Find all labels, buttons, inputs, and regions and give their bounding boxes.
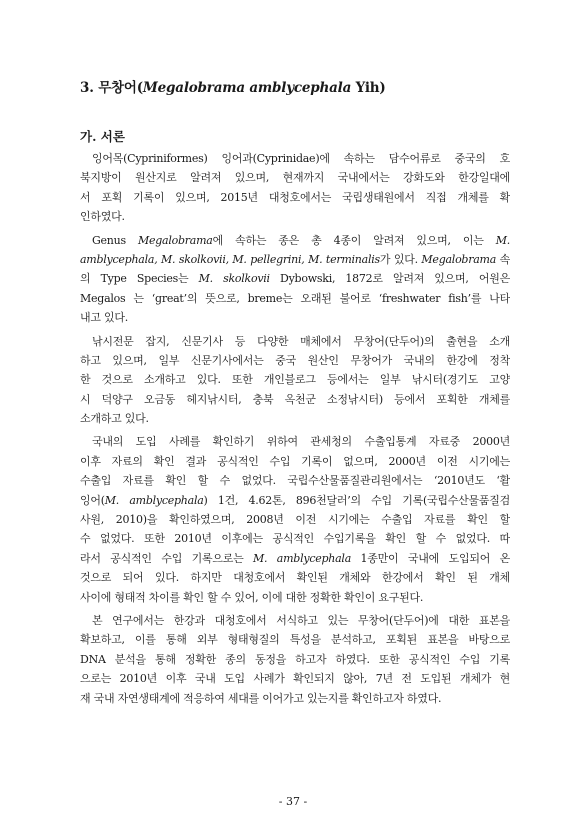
text-line: [80, 630, 510, 649]
text-run: 소개하고 있다.: [80, 412, 149, 426]
italic-text: M. amblycephala: [104, 493, 204, 507]
text-run: 낚시전문 잡지, 신문기사 등 다양한 매체에서 무창어(단두어)의 출현을 소개: [92, 334, 510, 348]
body-text: [80, 149, 510, 712]
text-run: 에 속하는 종은 총 4종이 알려져 있으며, 이는: [212, 233, 496, 247]
text-line: [80, 471, 510, 490]
species-scientific-name: Megalobrama amblycephala: [142, 80, 352, 96]
text-line: [80, 390, 510, 409]
text-line: [80, 370, 510, 389]
text-run: 사원, 2010)을 확인하였으며, 2008년 이전 시기에는 수출입 자료를 확인 할: [80, 513, 510, 527]
text-line: [80, 168, 510, 187]
text-run: ) 1건, 4.62톤, 896천달러’의 수입 기록(국립수산물품질검: [203, 493, 510, 507]
text-run: 국내의 도입 사례를 확인하기 위하여 관세청의 수출입통계 자료중 2000년: [92, 435, 510, 449]
text-line: [80, 669, 510, 688]
paragraph: [80, 432, 510, 607]
text-line: [80, 207, 510, 226]
text-run: 시 덕양구 오금동 헤지낚시터, 충북 옥천군 소정낚시터) 등에서 포획한 개체를: [80, 392, 510, 406]
text-line: [80, 588, 510, 607]
text-line: [80, 250, 510, 269]
text-run: 서 포획 기록이 있으며, 2015년 대청호에서는 국립생태원에서 직접 개체를 확: [80, 190, 510, 204]
text-run: Dybowski, 1872로 알려져 있으며, 어원은: [269, 272, 510, 286]
text-run: DNA 분석을 통해 정확한 종의 동정을 하고자 하였다. 또한 공식적인 수입 기록: [80, 652, 510, 666]
text-line: [80, 568, 510, 587]
italic-text: M. amblycephala: [253, 551, 351, 565]
text-run: 가 있다.: [379, 252, 422, 266]
paragraph: [80, 611, 510, 708]
page-number: - 37 -: [278, 795, 308, 808]
text-line: [80, 510, 510, 529]
text-line: [80, 611, 510, 630]
italic-text: Megalobrama: [137, 233, 213, 247]
paragraph: [80, 231, 510, 328]
text-run: 사이에 형태적 차이를 확인 할 수 있어, 이에 대한 정확한 확인이 요구된다.: [80, 590, 424, 604]
text-run: 수출입 자료를 확인 할 수 없었다. 국립수산물품질관리원에서는 ‘2010년도 ‘활: [80, 474, 510, 488]
text-line: [80, 308, 510, 327]
text-run: Megalos 는 ‘great’의 뜻으로, breme는 오래된 불어로 ‘freshwater fish’를 나타: [80, 291, 510, 305]
text-run: 으로는 2010년 이후 국내 도입 사례가 확인되지 않아, 7년 전 도입된 개체가 현: [80, 672, 510, 686]
paragraph: [80, 149, 510, 227]
text-line: [80, 529, 510, 548]
text-run: 라서 공식적인 수입 기록으로는: [80, 551, 254, 565]
paragraph: [80, 332, 510, 429]
text-line: [80, 269, 510, 288]
text-line: [80, 149, 510, 168]
text-run: 의 Type Species는: [80, 272, 199, 286]
text-run: 하고 있으며, 일부 신문기사에서는 중국 원산인 무창어가 국내의 한강에 정착: [80, 353, 510, 367]
text-run: 잉어목(Cypriniformes) 잉어과(Cyprinidae)에 속하는 담수어류로 중국의 호: [92, 152, 510, 165]
text-run: 확보하고, 이를 통해 외부 형태형질의 특성을 분석하고, 포획된 표본을 바탕으로: [80, 633, 510, 647]
text-line: [80, 650, 510, 669]
text-run: 수 없었다. 또한 2010년 이후에는 공식적인 수입기록을 확인 할 수 없었다. 따: [80, 532, 510, 546]
text-run: 잉어(: [80, 493, 105, 507]
text-run: 한 것으로 소개하고 있다. 또한 개인블로그 등에서는 일부 낚시터(경기도 고양: [80, 373, 510, 387]
text-run: 북지방이 원산지로 알려져 있으며, 현재까지 국내에서는 강화도와 한강일대에: [80, 171, 510, 185]
text-line: [80, 432, 510, 451]
italic-text: amblycephala, M. skolkovii, M. pellegrini, M. terminalis: [80, 252, 380, 266]
text-run: 재 국내 자연생태계에 적응하여 세대를 이어가고 있는지를 확인하고자 하였다.: [80, 691, 442, 705]
italic-text: M.: [495, 233, 510, 247]
text-line: [80, 491, 510, 510]
text-run: 이후 자료의 확인 결과 공식적인 수입 기록이 없으며, 2000년 이전 시기에는: [80, 454, 510, 468]
text-line: [80, 452, 510, 471]
text-line: [80, 351, 510, 370]
italic-text: M. skolkovii: [198, 272, 270, 286]
text-line: [80, 409, 510, 428]
text-line: [80, 231, 510, 250]
text-run: 1종만이 국내에 도입되어 온: [351, 551, 510, 565]
text-run: 것으로 되어 있다. 하지만 대청호에서 확인된 개체와 한강에서 확인 된 개체: [80, 571, 510, 585]
text-run: 본 연구에서는 한강과 대청호에서 서식하고 있는 무창어(단두어)에 대한 표본을: [92, 613, 510, 627]
text-line: [80, 549, 510, 568]
text-line: [80, 188, 510, 207]
text-line: [80, 689, 510, 708]
text-line: [80, 289, 510, 308]
text-run: 내고 있다.: [80, 311, 128, 325]
text-run: 인하였다.: [80, 210, 125, 224]
text-run: 속: [496, 252, 510, 266]
text-run: Genus: [92, 233, 138, 247]
subsection-heading: 가. 서론: [80, 129, 125, 144]
text-line: [80, 332, 510, 351]
section-heading: [80, 76, 386, 96]
italic-text: Megalobrama: [421, 252, 497, 266]
section-heading-author: Yih): [351, 80, 386, 96]
section-heading-number: 3. 무창어(: [80, 80, 143, 96]
